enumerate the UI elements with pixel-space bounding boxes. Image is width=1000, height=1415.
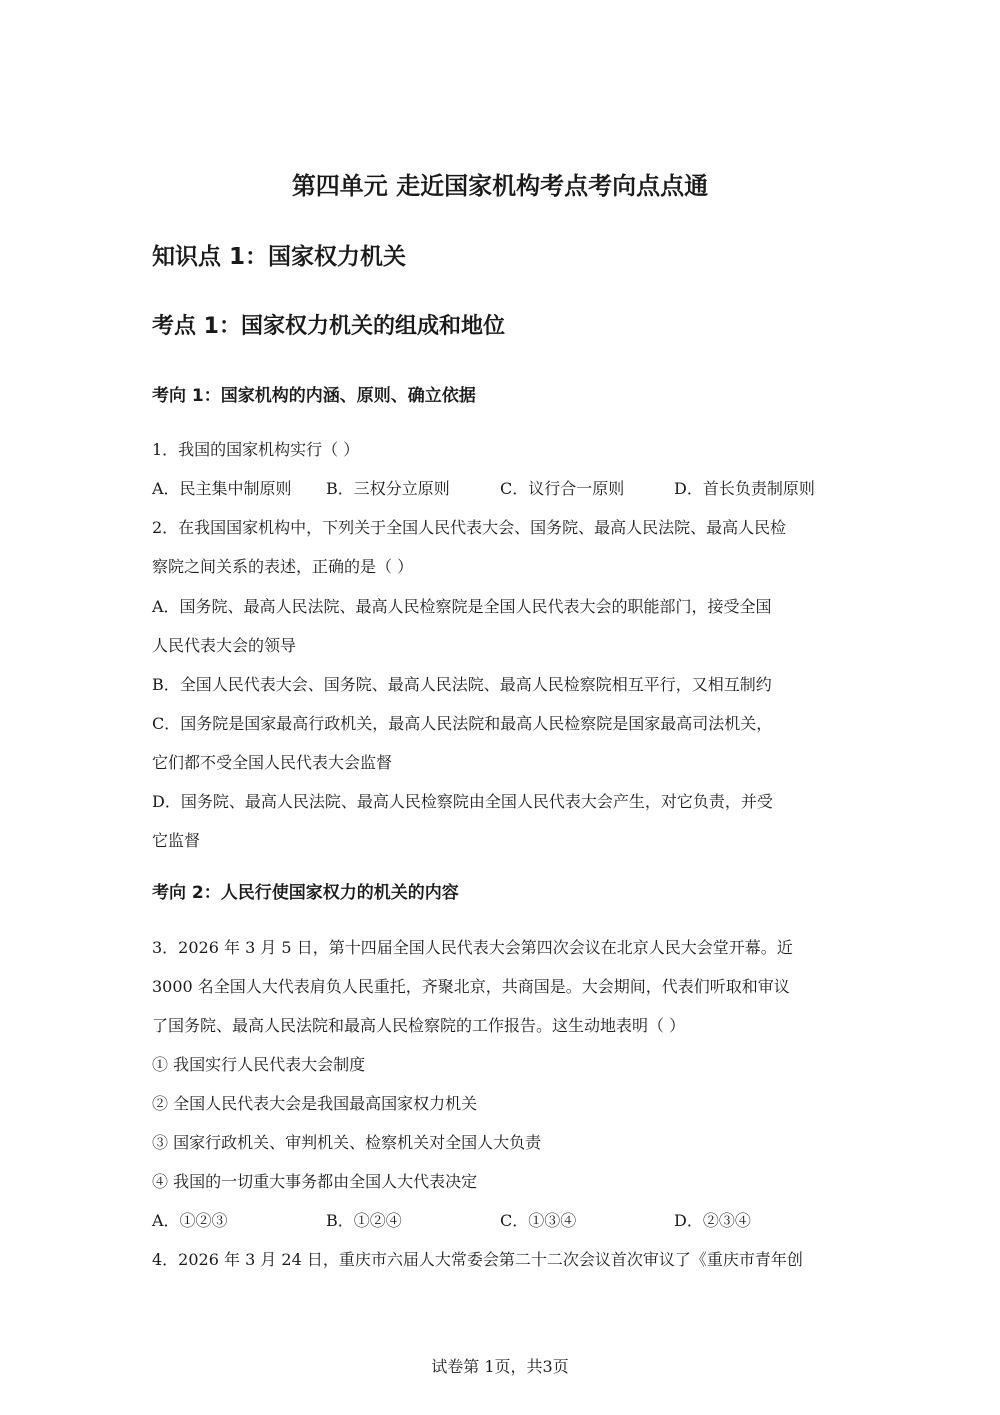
- q2-option-a-cont: 人民代表大会的领导: [152, 636, 297, 655]
- q2-option-c: C．国务院是国家最高行政机关，最高人民法院和最高人民检察院是国家最高司法机关，: [152, 714, 773, 733]
- q1-stem: 1．我国的国家机构实行（ ）: [152, 440, 360, 459]
- knowledge-point-heading: 知识点 1：国家权力机关: [152, 244, 407, 270]
- q3-statement-3: ③ 国家行政机关、审判机关、检察机关对全国人大负责: [152, 1133, 542, 1152]
- q3-stem-line: 3．2026 年 3 月 5 日，第十四届全国人民代表大会第四次会议在北京人民大会堂开幕。近: [152, 938, 793, 957]
- q3-option-a: A．①②③: [152, 1211, 228, 1230]
- direction-2-heading: 考向 2：人民行使国家权力的机关的内容: [152, 883, 459, 903]
- q2-option-c-cont: 它们都不受全国人民代表大会监督: [152, 753, 393, 772]
- q3-option-b: B．①②④: [326, 1211, 402, 1230]
- direction-1-heading: 考向 1：国家机构的内涵、原则、确立依据: [152, 386, 476, 406]
- q2-option-b: B．全国人民代表大会、国务院、最高人民法院、最高人民检察院相互平行，又相互制约: [152, 675, 772, 694]
- q1-option-c: C．议行合一原则: [500, 479, 625, 498]
- q3-stem-line: 3000 名全国人大代表肩负人民重托，齐聚北京，共商国是。大会期间，代表们听取和审议: [152, 977, 790, 996]
- q2-stem-line: 2．在我国国家机构中，下列关于全国人民代表大会、国务院、最高人民法院、最高人民检: [152, 518, 787, 537]
- q2-stem-line: 察院之间关系的表述，正确的是（ ）: [152, 557, 414, 576]
- q3-option-d: D．②③④: [674, 1211, 751, 1230]
- exam-point-heading: 考点 1：国家权力机关的组成和地位: [152, 314, 505, 339]
- q3-statement-2: ② 全国人民代表大会是我国最高国家权力机关: [152, 1094, 478, 1113]
- q1-option-a: A．民主集中制原则: [152, 479, 292, 498]
- q1-option-d: D．首长负责制原则: [674, 479, 815, 498]
- document-title: 第四单元 走近国家机构考点考向点点通: [291, 172, 709, 200]
- q2-option-a: A．国务院、最高人民法院、最高人民检察院是全国人民代表大会的职能部门，接受全国: [152, 597, 772, 616]
- page-footer: 试卷第 1页，共3页: [431, 1357, 569, 1376]
- q4-stem-line: 4．2026 年 3 月 24 日，重庆市六届人大常委会第二十二次会议首次审议了《重庆市青年创: [152, 1250, 803, 1269]
- q3-statement-1: ① 我国实行人民代表大会制度: [152, 1055, 366, 1074]
- q3-stem-line: 了国务院、最高人民法院和最高人民检察院的工作报告。这生动地表明（ ）: [152, 1016, 686, 1035]
- q1-option-b: B．三权分立原则: [326, 479, 450, 498]
- q3-option-c: C．①③④: [500, 1211, 577, 1230]
- q2-option-d-cont: 它监督: [152, 831, 201, 850]
- q2-option-d: D．国务院、最高人民法院、最高人民检察院由全国人民代表大会产生，对它负责，并受: [152, 792, 773, 811]
- q3-statement-4: ④ 我国的一切重大事务都由全国人大代表决定: [152, 1172, 478, 1191]
